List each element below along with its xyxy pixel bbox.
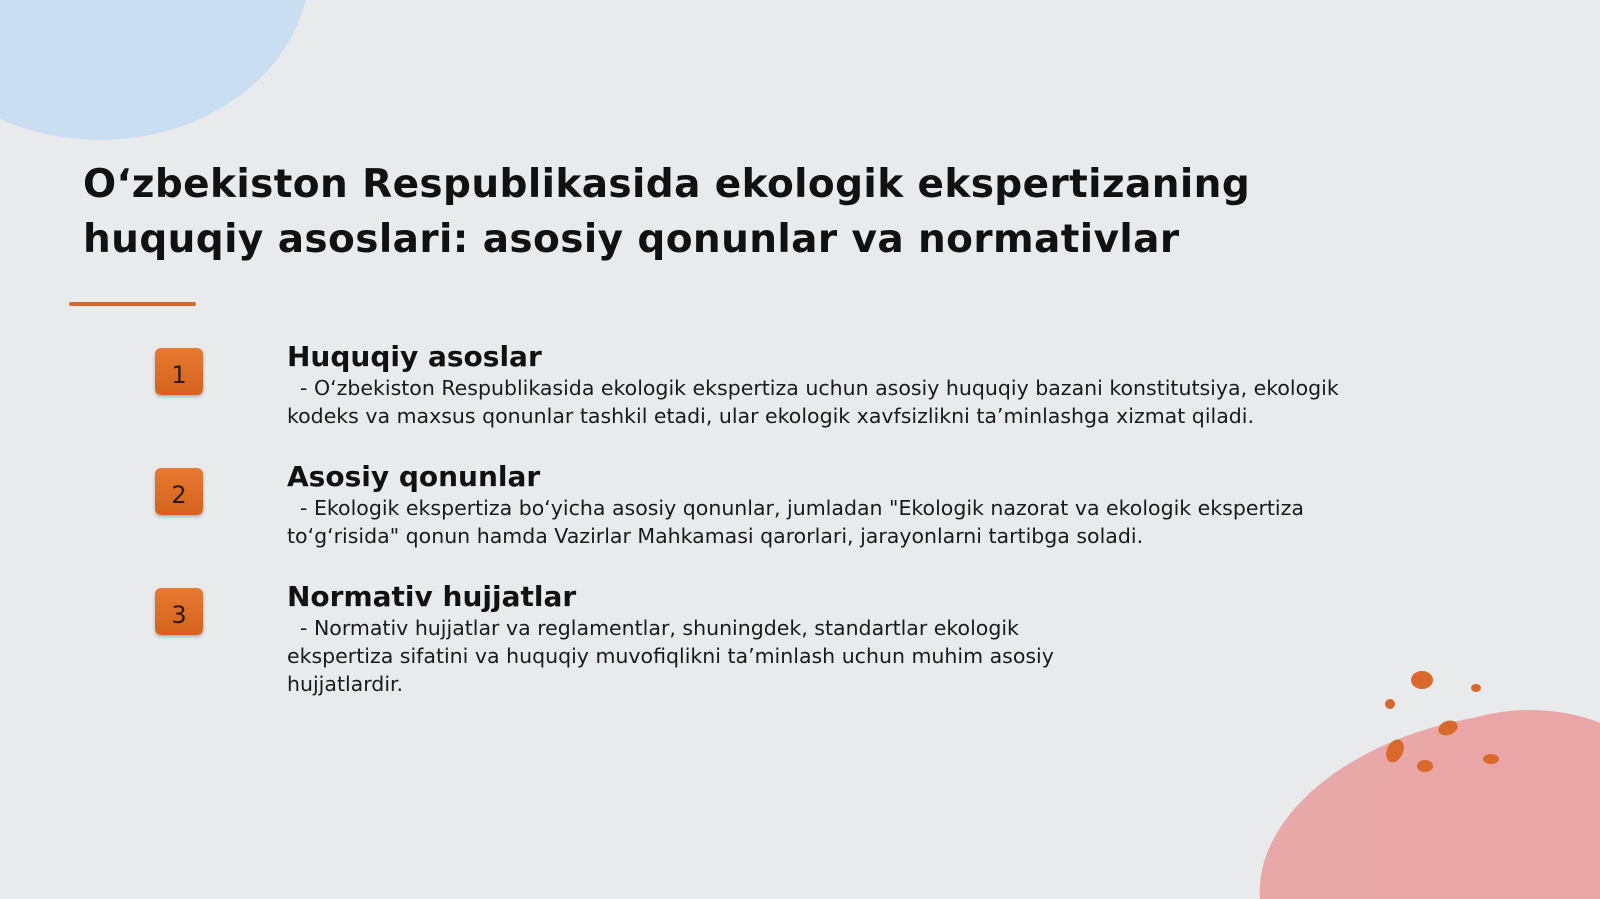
number-badge: 2 bbox=[155, 468, 203, 515]
list-item-heading: Huquqiy asoslar bbox=[287, 340, 542, 373]
number-badge: 3 bbox=[155, 588, 203, 635]
list-item-content bbox=[287, 340, 1417, 430]
list-item-heading: Asosiy qonunlar bbox=[287, 460, 541, 493]
list-item-description: - Normativ hujjatlar va reglamentlar, shuningdek, standartlar ekologik ekspertiza sifatini va huquqiy muvofiqlikni ta’minlash uchun muhim asosiy hujjatlardir. bbox=[287, 616, 1054, 696]
list-item-description: - O‘zbekiston Respublikasida ekologik ekspertiza uchun asosiy huquqiy bazani konstitutsiya, ekologik kodeks va maxsus qonunlar tashkil etadi, ular ekologik xavfsizlikni ta’minlashga xizmat qiladi. bbox=[287, 376, 1346, 428]
list-item-content bbox=[287, 580, 1417, 698]
slide-title: O‘zbekiston Respublikasida ekologik ekspertizaning huquqiy asoslari: asosiy qonunlar va normativlar bbox=[83, 162, 1251, 262]
list-item-description: - Ekologik ekspertiza bo‘yicha asosiy qonunlar, jumladan "Ekologik nazorat va ekologik ekspertiza to‘g‘risida" qonun hamda Vazirlar Mahkamasi qarorlari, jarayonlarni tartibga soladi. bbox=[287, 496, 1311, 548]
list-item-heading: Normativ hujjatlar bbox=[287, 580, 577, 613]
list-item-content bbox=[287, 460, 1417, 550]
number-badge: 1 bbox=[155, 348, 203, 395]
